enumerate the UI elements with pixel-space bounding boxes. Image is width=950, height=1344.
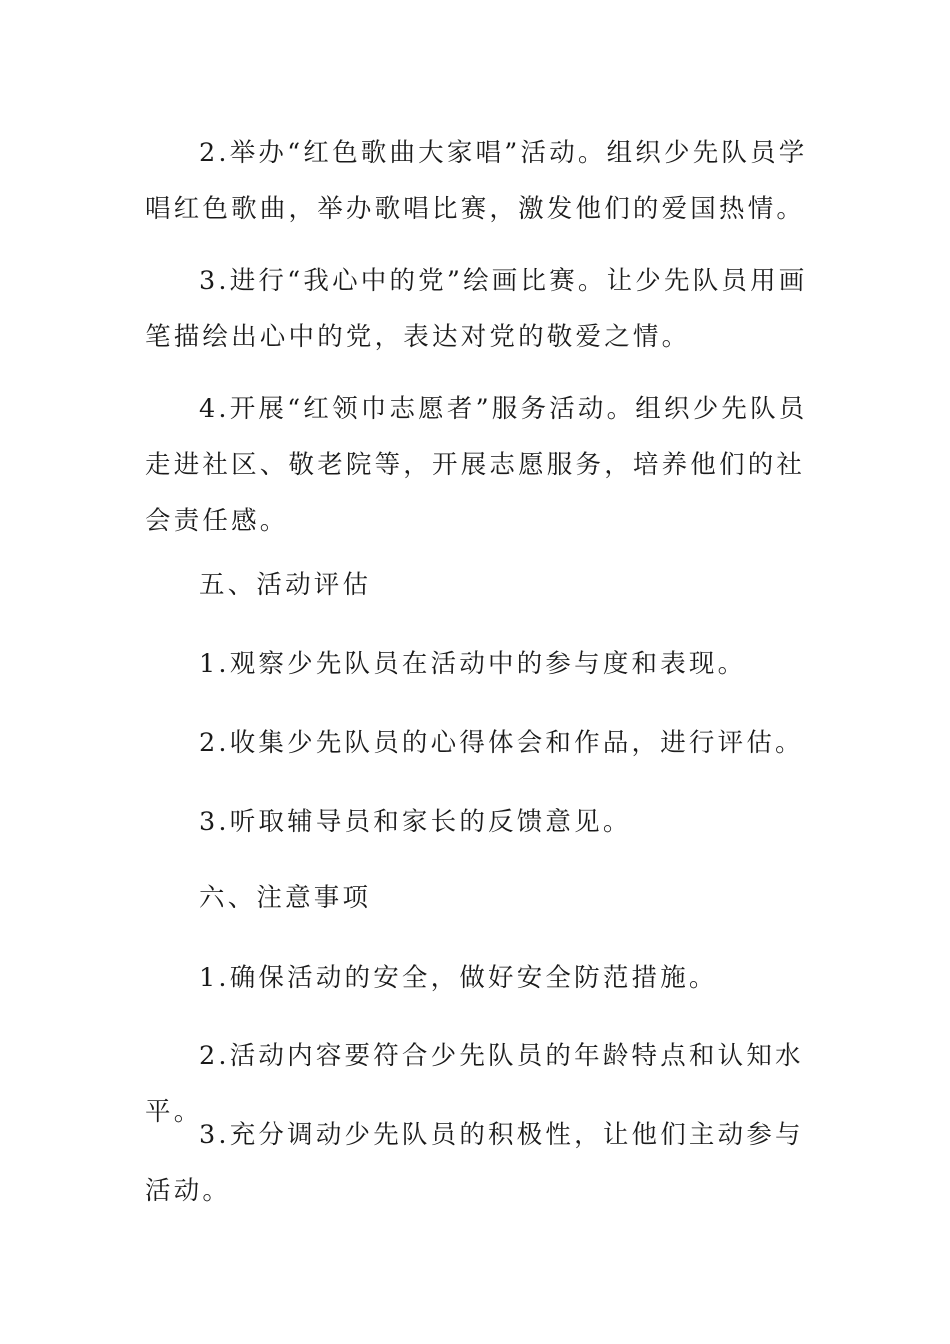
paragraph-activity-4: 4.开展“红领巾志愿者”服务活动。组织少先队员走进社区、敬老院等，开展志愿服务，培养他们的社会责任感。 <box>145 394 808 536</box>
paragraph-notes-1: 1.确保活动的安全，做好安全防范措施。 <box>199 963 718 993</box>
paragraph-evaluation-1: 1.观察少先队员在活动中的参与度和表现。 <box>199 649 747 679</box>
paragraph-notes-2: 2.活动内容要符合少先队员的年龄特点和认知水平。 <box>145 1041 804 1127</box>
section-heading-evaluation: 五、活动评估 <box>199 570 372 600</box>
paragraph-evaluation-2: 2.收集少先队员的心得体会和作品，进行评估。 <box>199 728 804 758</box>
paragraph-activity-3: 3.进行“我心中的党”绘画比赛。让少先队员用画笔描绘出心中的党，表达对党的敬爱之情。 <box>145 266 808 352</box>
paragraph-activity-2: 2.举办“红色歌曲大家唱”活动。组织少先队员学唱红色歌曲，举办歌唱比赛，激发他们的爱国热情。 <box>145 138 808 224</box>
paragraph-notes-3: 3.充分调动少先队员的积极性，让他们主动参与活动。 <box>145 1120 804 1206</box>
paragraph-evaluation-3: 3.听取辅导员和家长的反馈意见。 <box>199 807 632 837</box>
section-heading-notes: 六、注意事项 <box>199 883 372 913</box>
